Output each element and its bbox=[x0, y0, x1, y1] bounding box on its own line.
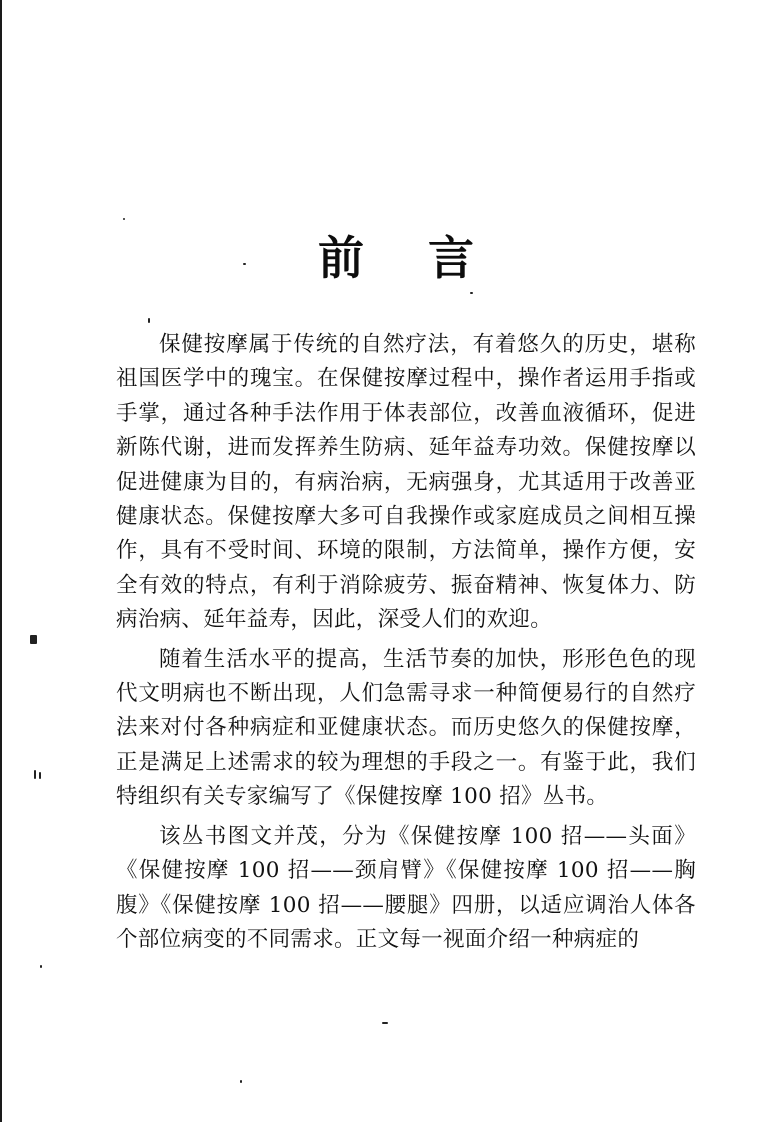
scan-speck bbox=[39, 772, 41, 779]
scan-speck bbox=[34, 770, 36, 779]
title-char-1: 前 bbox=[318, 231, 364, 285]
scan-speck bbox=[470, 292, 473, 294]
scan-speck bbox=[148, 318, 150, 323]
page-left-edge bbox=[0, 0, 2, 1122]
body-text bbox=[116, 328, 696, 962]
scan-speck bbox=[240, 1080, 242, 1083]
paragraph-1: 保健按摩属于传统的自然疗法，有着悠久的历史，堪称祖国医学中的瑰宝。在保健按摩过程中，操作者运用手指或手掌，通过各种手法作用于体表部位，改善血液循环，促进新陈代谢，进而发挥养生防病、延年益寿功效。保健按摩以促进健康为目的，有病治病，无病强身，尤其适用于改善亚健康状态。保健按摩大多可自我操作或家庭成员之间相互操作，具有不受时间、环境的限制，方法简单，操作方便，安全有效的特点，有利于消除疲劳、振奋精神、恢复体力、防病治病、延年益寿，因此，深受人们的欢迎。 bbox=[116, 332, 696, 633]
scan-speck bbox=[123, 218, 125, 220]
scan-speck bbox=[30, 635, 37, 644]
scan-speck bbox=[40, 965, 42, 968]
paragraph-2: 随着生活水平的提高，生活节奏的加快，形形色色的现代文明病也不断出现，人们急需寻求一种简便易行的自然疗法来对付各种病症和亚健康状态。而历史悠久的保健按摩，正是满足上述需求的较为理想的手段之一。有鉴于此，我们特组织有关专家编写了《保健按摩 100 招》丛书。 bbox=[116, 646, 696, 810]
title-char-2: 言 bbox=[428, 231, 474, 285]
preface-title bbox=[0, 228, 767, 288]
scan-speck bbox=[243, 263, 246, 265]
scan-speck bbox=[382, 1022, 388, 1024]
paragraph-3: 该丛书图文并茂，分为《保健按摩 100 招——头面》《保健按摩 100 招——颈肩臂》《保健按摩 100 招——胸腹》《保健按摩 100 招——腰腿》四册，以适应调治人体各个部位病变的不同需求。正文每一视面介绍一种病症的 bbox=[116, 823, 696, 952]
